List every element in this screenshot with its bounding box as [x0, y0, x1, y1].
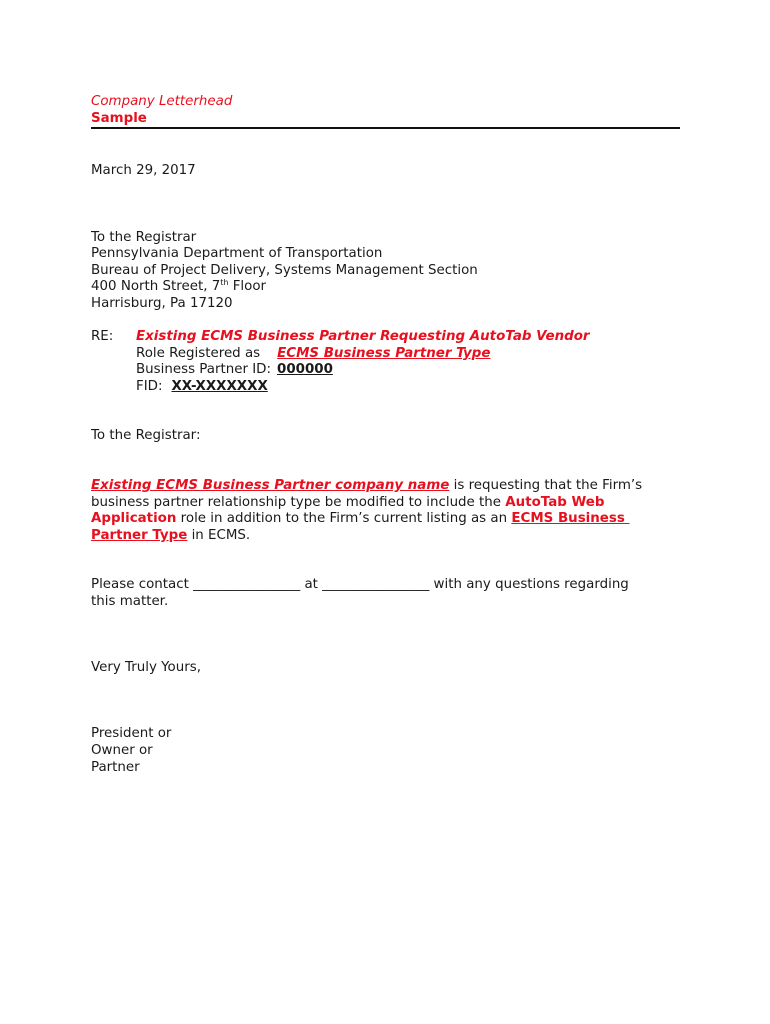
role-label: Role Registered as — [136, 346, 261, 361]
body-text: business partner relationship type be modified to include the — [91, 495, 506, 510]
address-line: Harrisburg, Pa 17120 — [91, 296, 233, 311]
re-subject: Existing ECMS Business Partner Requesting AutoTab Vendor — [136, 329, 590, 344]
autotab-role: AutoTab Web — [505, 495, 605, 510]
re-bpid — [136, 362, 333, 378]
fid-value: XX-XXXXXXX — [171, 379, 268, 394]
body-text: in ECMS. — [187, 528, 251, 543]
letterhead-sample: Sample — [91, 111, 147, 126]
fid-label: FID: — [136, 379, 163, 394]
body-line — [91, 528, 250, 544]
contact-line: this matter. — [91, 594, 169, 609]
letter-date: March 29, 2017 — [91, 163, 196, 178]
signature-line: Owner or — [91, 743, 153, 758]
body-text: role in addition to the Firm’s current listing as an — [176, 511, 512, 526]
signature-line: President or — [91, 726, 172, 741]
address-line: Pennsylvania Department of Transportation — [91, 246, 383, 261]
body-line — [91, 495, 604, 511]
ecms-type: ECMS Business — [511, 511, 630, 526]
body-line — [91, 511, 629, 527]
address-line: To the Registrar — [91, 230, 197, 245]
company-name: Existing ECMS Business Partner company name — [91, 478, 450, 493]
floor-text: Floor — [228, 279, 267, 294]
address-line — [91, 279, 266, 295]
ecms-type: Partner Type — [91, 528, 188, 543]
letterhead-rule — [91, 127, 680, 129]
salutation: To the Registrar: — [91, 428, 201, 443]
body-line — [91, 478, 642, 494]
re-role — [136, 346, 490, 362]
role-value: ECMS Business Partner Type — [277, 346, 491, 361]
closing: Very Truly Yours, — [91, 660, 201, 675]
address-line: Bureau of Project Delivery, Systems Management Section — [91, 263, 478, 278]
floor-ordinal: th — [220, 278, 229, 287]
autotab-role: Application — [91, 511, 177, 526]
re-fid — [136, 379, 268, 395]
body-text: is requesting that the Firm’s — [449, 478, 643, 493]
re-label: RE: — [91, 329, 114, 344]
street-text: 400 North Street, 7 — [91, 279, 221, 294]
bpid-value: 000000 — [277, 362, 333, 377]
letterhead-title: Company Letterhead — [91, 94, 233, 109]
signature-line: Partner — [91, 760, 140, 775]
bpid-label: Business Partner ID: — [136, 362, 271, 377]
contact-line: Please contact ________________ at ________________ with any questions regarding — [91, 577, 629, 592]
